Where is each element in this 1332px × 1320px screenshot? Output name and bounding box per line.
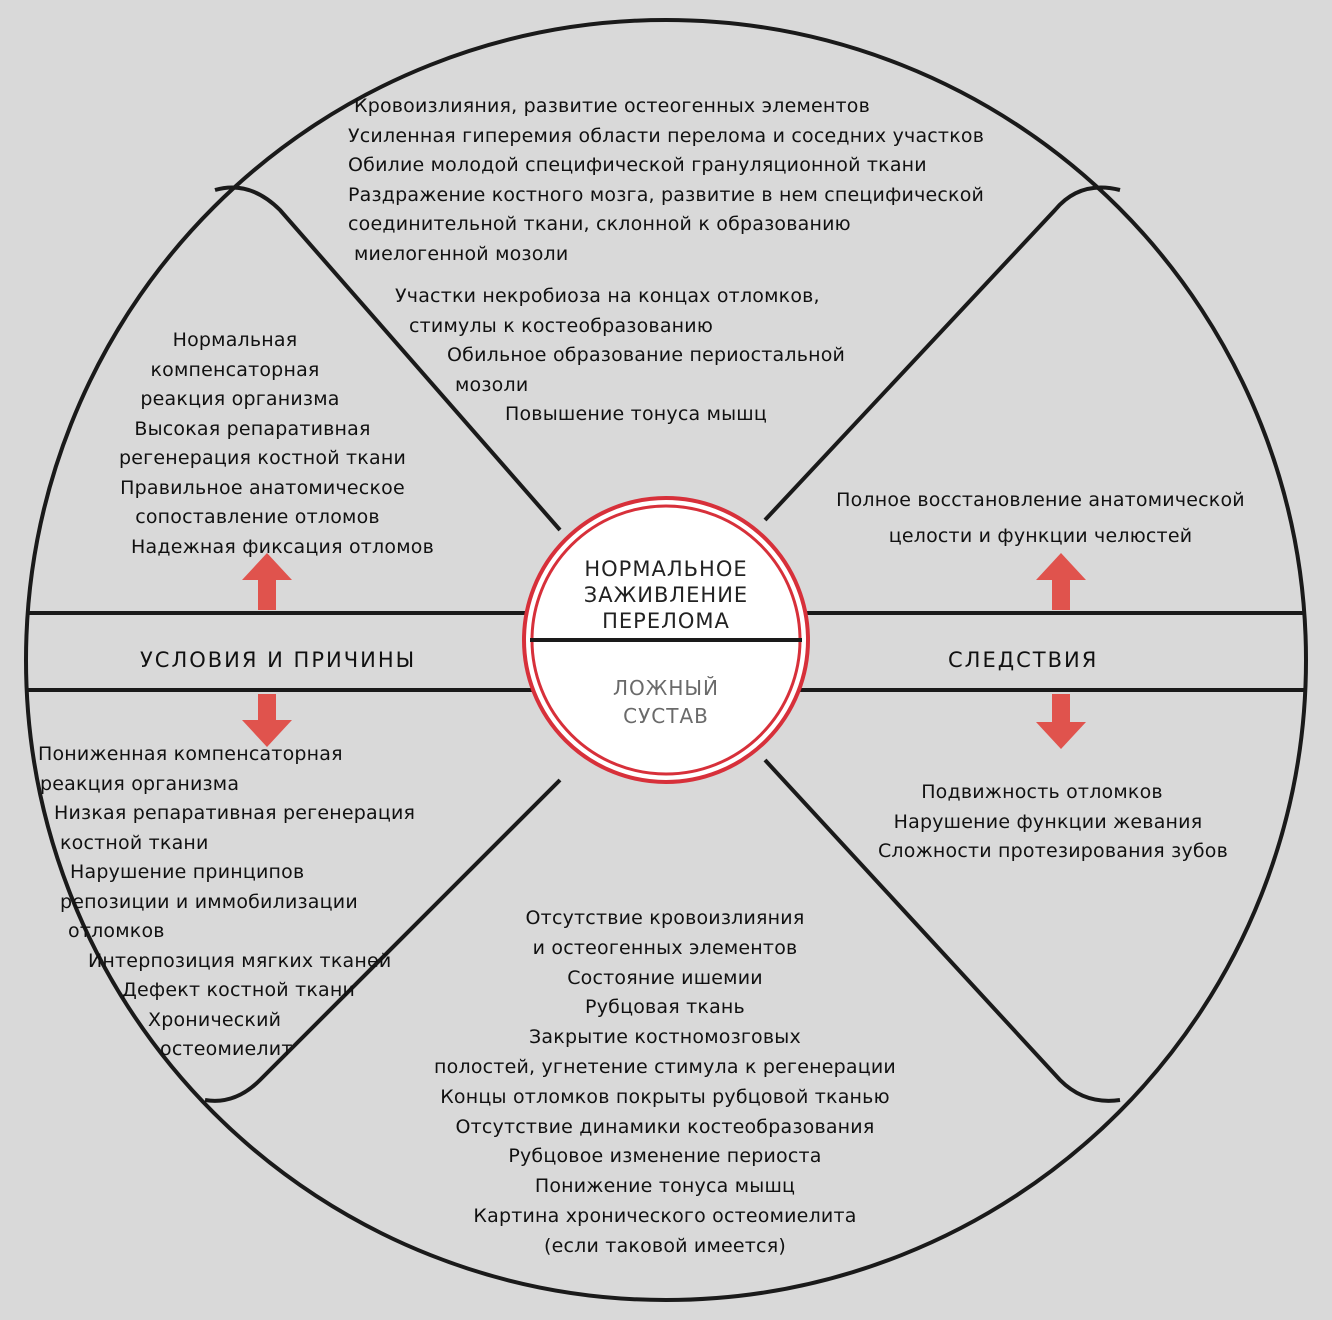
left-bottom-line: Хронический (148, 1008, 282, 1031)
hub-top-text (536, 556, 796, 634)
top-line: соединительной ткани, склонной к образованию (348, 213, 851, 235)
bottom-line: Концы отломков покрыты рубцовой тканью (440, 1085, 890, 1108)
left-top-line: сопоставление отломов (135, 506, 380, 528)
top-sector-text (348, 92, 984, 269)
hub-bottom-line: СУСТАВ (623, 704, 709, 728)
left-bottom-line: Интерпозиция мягких тканей (88, 949, 392, 972)
left-bottom-line: Нарушение принципов (70, 861, 305, 883)
top-line: Повышение тонуса мышц (505, 403, 768, 425)
right-bottom-line: Нарушение функции жевания (893, 810, 1203, 833)
bottom-line: Отсутствие кровоизлияния (525, 907, 805, 929)
right-top-sector-text (818, 486, 1263, 551)
left-bottom-line: костной ткани (60, 831, 209, 854)
bottom-line: Закрытие костномозговых (529, 1026, 801, 1049)
left-bottom-line: Дефект костной ткани (122, 979, 356, 1001)
bottom-line: и остеогенных элементов (532, 936, 798, 959)
left-top-line: регенерация костной ткани (119, 447, 406, 469)
left-bottom-line: Пониженная компенсаторная (38, 743, 343, 765)
right-top-line: целости и функции челюстей (888, 524, 1193, 547)
top-line: мозоли (455, 373, 529, 396)
left-top-line: Высокая репаративная (134, 417, 371, 440)
top-line: Обильное образование периостальной (447, 344, 846, 366)
left-bottom-line: репозиции и иммобилизации (60, 890, 358, 913)
right-top-line: Полное восстановление анатомической (836, 489, 1245, 511)
left-bottom-line: отломков (68, 920, 165, 942)
top-line: Обилие молодой специфической грануляционной ткани (348, 154, 927, 176)
bottom-line: полостей, угнетение стимула к регенерации (434, 1055, 896, 1078)
hub-bottom-line: ЛОЖНЫЙ (613, 676, 719, 700)
bottom-line: Отсутствие динамики костеобразования (455, 1115, 875, 1138)
left-bottom-line: остеомиелит (160, 1038, 293, 1060)
bottom-line: Рубцовое изменение периоста (508, 1145, 822, 1168)
left-bottom-sector-text (38, 740, 415, 1065)
top-sector-text-2 (395, 282, 845, 430)
consequences-label: СЛЕДСТВИЯ (948, 648, 1099, 672)
right-bottom-line: Сложности протезирования зубов (877, 840, 1229, 862)
left-bottom-line: реакция организма (40, 772, 240, 795)
left-top-line: Нормальная (172, 329, 298, 351)
left-top-sector-text (100, 326, 445, 562)
hub-bottom-text (536, 674, 796, 730)
left-bottom-line: Низкая репаративная регенерация (54, 802, 416, 824)
top-line: Кровоизлияния, развитие остеогенных элементов (354, 95, 870, 117)
bottom-line: (если таковой имеется) (544, 1234, 786, 1257)
left-top-line: Правильное анатомическое (120, 476, 405, 499)
bottom-line: Картина хронического остеомиелита (473, 1204, 857, 1227)
bottom-line: Состояние ишемии (567, 966, 763, 989)
top-line: миелогенной мозоли (354, 242, 569, 265)
bottom-line: Понижение тонуса мышц (534, 1175, 796, 1198)
bottom-line: Рубцовая ткань (585, 996, 745, 1019)
bottom-sector-text (380, 904, 950, 1262)
arrow-right-down (1036, 694, 1086, 749)
left-top-line: реакция организма (140, 388, 340, 410)
hub-top-line: ПЕРЕЛОМА (602, 609, 730, 633)
top-line: Участки некробиоза на концах отломков, (395, 285, 820, 307)
left-top-line: компенсаторная (150, 358, 320, 381)
right-bottom-sector-text (848, 778, 1248, 867)
conditions-causes-label: УСЛОВИЯ И ПРИЧИНЫ (140, 648, 417, 672)
left-top-line: Надежная фиксация отломов (131, 535, 434, 558)
top-line: Усиленная гиперемия области перелома и соседних участков (348, 124, 985, 147)
hub-top-line: ЗАЖИВЛЕНИЕ (583, 583, 749, 607)
top-line: стимулы к костеобразованию (409, 314, 714, 337)
right-bottom-line: Подвижность отломков (921, 781, 1163, 803)
top-line: Раздражение костного мозга, развитие в нем специфической (348, 183, 985, 206)
arrow-right-up (1036, 553, 1086, 610)
hub-top-line: НОРМАЛЬНОЕ (584, 557, 748, 581)
